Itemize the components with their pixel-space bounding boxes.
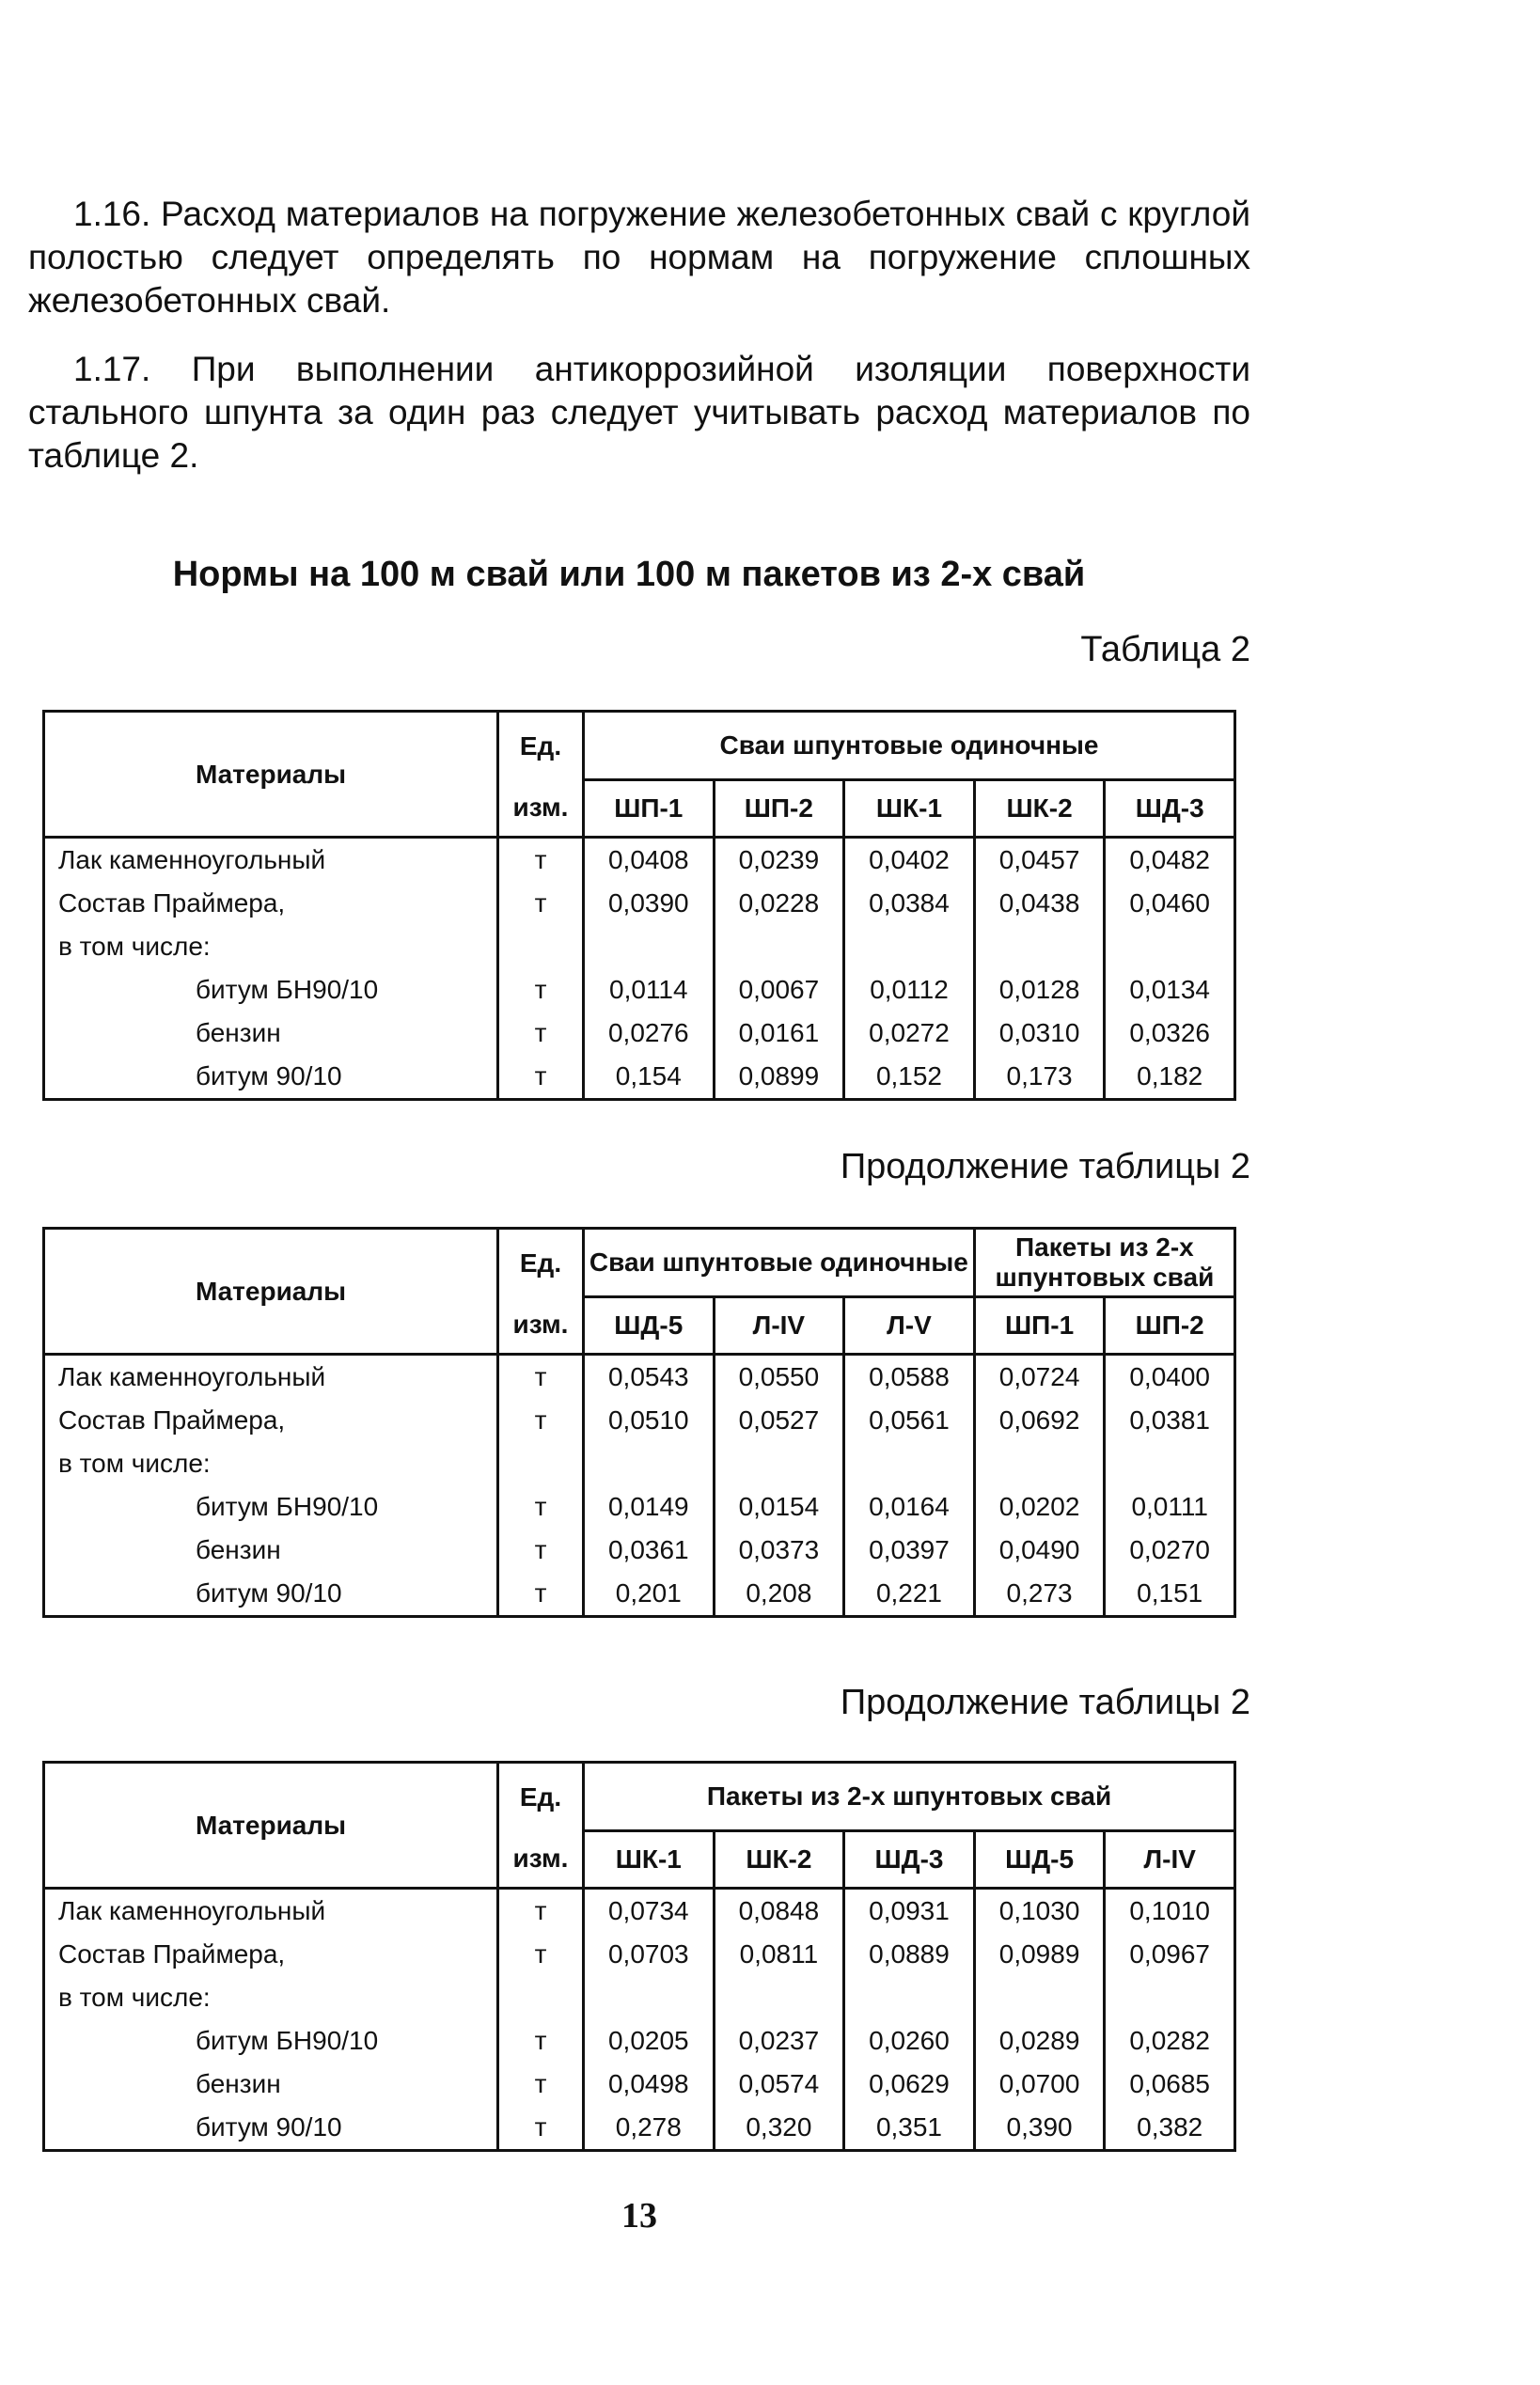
- table-row: [44, 2063, 1235, 2106]
- row-label: битум 90/10: [44, 2106, 498, 2151]
- header-group: Пакеты из 2-х шпунтовых свай: [974, 1229, 1234, 1297]
- value-cell: 0,273: [974, 1572, 1105, 1617]
- empty-cell: [844, 1976, 975, 2019]
- empty-cell: [974, 1442, 1105, 1485]
- row-label: битум БН90/10: [44, 2019, 498, 2063]
- header-unit-top: Ед.: [498, 712, 584, 780]
- header-group: Сваи шпунтовые одиночные: [584, 1229, 975, 1297]
- empty-cell: [584, 1976, 715, 2019]
- row-label: бензин: [44, 1012, 498, 1055]
- table-row: [44, 1485, 1235, 1529]
- header-unit-top: Ед.: [498, 1229, 584, 1297]
- row-label: битум БН90/10: [44, 968, 498, 1012]
- value-cell: 0,0202: [974, 1485, 1105, 1529]
- col-header: ШП-1: [974, 1297, 1105, 1355]
- row-label: Лак каменноугольный: [44, 838, 498, 883]
- value-cell: 0,152: [844, 1055, 975, 1100]
- unit-cell: т: [498, 968, 584, 1012]
- unit-cell: т: [498, 1485, 584, 1529]
- value-cell: 0,382: [1105, 2106, 1235, 2151]
- empty-cell: [844, 1442, 975, 1485]
- page-number: 13: [621, 2196, 657, 2236]
- row-label: битум 90/10: [44, 1055, 498, 1100]
- value-cell: 0,0282: [1105, 2019, 1235, 2063]
- value-cell: 0,0490: [974, 1529, 1105, 1572]
- value-cell: 0,0272: [844, 1012, 975, 1055]
- header-group: Пакеты из 2-х шпунтовых свай: [584, 1763, 1235, 1831]
- empty-cell: [1105, 1976, 1235, 2019]
- table-row: [44, 1976, 1235, 2019]
- row-label: Лак каменноугольный: [44, 1355, 498, 1400]
- empty-cell: [1105, 925, 1235, 968]
- paragraph-1-16: 1.16. Расход материалов на погружение железобетонных свай с круглой полостью следует определять по нормам на погружение сплошных железобетонных свай.: [28, 195, 1250, 320]
- value-cell: 0,0289: [974, 2019, 1105, 2063]
- paragraph-1-17: 1.17. При выполнении антикоррозийной изоляции поверхности стального шпунта за один раз следует учитывать расход материалов по таблице 2.: [28, 350, 1250, 475]
- value-cell: 0,0724: [974, 1355, 1105, 1400]
- unit-cell: т: [498, 1355, 584, 1400]
- value-cell: 0,0527: [714, 1399, 844, 1442]
- unit-cell: т: [498, 1572, 584, 1617]
- row-label: Состав Праймера,: [44, 1399, 498, 1442]
- value-cell: 0,320: [714, 2106, 844, 2151]
- value-cell: 0,0482: [1105, 838, 1235, 883]
- header-unit-bottom: изм.: [498, 1297, 584, 1355]
- value-cell: 0,0161: [714, 1012, 844, 1055]
- row-label: Состав Праймера,: [44, 882, 498, 925]
- row-label: бензин: [44, 2063, 498, 2106]
- value-cell: 0,0811: [714, 1933, 844, 1976]
- value-cell: 0,0510: [584, 1399, 715, 1442]
- value-cell: 0,0848: [714, 1889, 844, 1934]
- table-row: [44, 1442, 1235, 1485]
- value-cell: 0,151: [1105, 1572, 1235, 1617]
- unit-cell: т: [498, 1012, 584, 1055]
- table-row: [44, 882, 1235, 925]
- value-cell: 0,0400: [1105, 1355, 1235, 1400]
- col-header: Л-IV: [1105, 1831, 1235, 1889]
- empty-cell: [584, 925, 715, 968]
- table-row: [44, 2019, 1235, 2063]
- value-cell: 0,0237: [714, 2019, 844, 2063]
- table-row: [44, 1399, 1235, 1442]
- empty-cell: [714, 1976, 844, 2019]
- value-cell: 0,0112: [844, 968, 975, 1012]
- table-row: [44, 1889, 1235, 1934]
- value-cell: 0,0438: [974, 882, 1105, 925]
- value-cell: 0,0397: [844, 1529, 975, 1572]
- value-cell: 0,0361: [584, 1529, 715, 1572]
- norms-table-3: [42, 1761, 1236, 2152]
- row-label: бензин: [44, 1529, 498, 1572]
- unit-cell: т: [498, 2106, 584, 2151]
- value-cell: 0,0498: [584, 2063, 715, 2106]
- empty-cell: [584, 1442, 715, 1485]
- value-cell: 0,154: [584, 1055, 715, 1100]
- row-label: в том числе:: [44, 1976, 498, 2019]
- value-cell: 0,0164: [844, 1485, 975, 1529]
- unit-cell: т: [498, 882, 584, 925]
- table-label: Продолжение таблицы 2: [840, 1683, 1250, 1722]
- value-cell: 0,0734: [584, 1889, 715, 1934]
- empty-cell: [974, 1976, 1105, 2019]
- col-header: ШП-2: [1105, 1297, 1235, 1355]
- value-cell: 0,0899: [714, 1055, 844, 1100]
- row-label: битум 90/10: [44, 1572, 498, 1617]
- empty-cell: [974, 925, 1105, 968]
- value-cell: 0,0889: [844, 1933, 975, 1976]
- col-header: ШК-2: [714, 1831, 844, 1889]
- header-unit-top: Ед.: [498, 1763, 584, 1831]
- col-header: ШД-5: [584, 1297, 715, 1355]
- table-row: [44, 968, 1235, 1012]
- header-materials: Материалы: [44, 712, 498, 838]
- value-cell: 0,0154: [714, 1485, 844, 1529]
- section-title: Нормы на 100 м свай или 100 м пакетов из 2-х свай: [172, 555, 1086, 594]
- col-header: ШД-3: [844, 1831, 975, 1889]
- value-cell: 0,0067: [714, 968, 844, 1012]
- col-header: ШК-1: [844, 780, 975, 838]
- table-row: [44, 1933, 1235, 1976]
- value-cell: 0,0134: [1105, 968, 1235, 1012]
- value-cell: 0,208: [714, 1572, 844, 1617]
- value-cell: 0,0692: [974, 1399, 1105, 1442]
- table-label: Продолжение таблицы 2: [840, 1147, 1250, 1186]
- value-cell: 0,0114: [584, 968, 715, 1012]
- unit-cell: т: [498, 838, 584, 883]
- header-unit-bottom: изм.: [498, 780, 584, 838]
- value-cell: 0,0402: [844, 838, 975, 883]
- empty-cell: [498, 1442, 584, 1485]
- value-cell: 0,0384: [844, 882, 975, 925]
- empty-cell: [498, 925, 584, 968]
- table-row: [44, 838, 1235, 883]
- col-header: ШД-3: [1105, 780, 1235, 838]
- col-header: ШК-1: [584, 1831, 715, 1889]
- col-header: ШД-5: [974, 1831, 1105, 1889]
- unit-cell: т: [498, 1055, 584, 1100]
- value-cell: 0,1010: [1105, 1889, 1235, 1934]
- row-label: битум БН90/10: [44, 1485, 498, 1529]
- empty-cell: [714, 925, 844, 968]
- value-cell: 0,0128: [974, 968, 1105, 1012]
- value-cell: 0,182: [1105, 1055, 1235, 1100]
- value-cell: 0,0543: [584, 1355, 715, 1400]
- norms-table-2: [42, 1227, 1236, 1618]
- row-label: в том числе:: [44, 925, 498, 968]
- value-cell: 0,0685: [1105, 2063, 1235, 2106]
- value-cell: 0,0149: [584, 1485, 715, 1529]
- norms-table-1: [42, 710, 1236, 1101]
- col-header: ШП-2: [714, 780, 844, 838]
- value-cell: 0,351: [844, 2106, 975, 2151]
- value-cell: 0,0381: [1105, 1399, 1235, 1442]
- col-header: Л-IV: [714, 1297, 844, 1355]
- unit-cell: т: [498, 2019, 584, 2063]
- value-cell: 0,0629: [844, 2063, 975, 2106]
- empty-cell: [498, 1976, 584, 2019]
- value-cell: 0,173: [974, 1055, 1105, 1100]
- header-unit-bottom: изм.: [498, 1831, 584, 1889]
- value-cell: 0,0270: [1105, 1529, 1235, 1572]
- value-cell: 0,0373: [714, 1529, 844, 1572]
- value-cell: 0,390: [974, 2106, 1105, 2151]
- header-materials: Материалы: [44, 1763, 498, 1889]
- table-label: Таблица 2: [1080, 630, 1250, 669]
- empty-cell: [714, 1442, 844, 1485]
- row-label: в том числе:: [44, 1442, 498, 1485]
- table-row: [44, 1355, 1235, 1400]
- value-cell: 0,0561: [844, 1399, 975, 1442]
- unit-cell: т: [498, 1529, 584, 1572]
- value-cell: 0,0390: [584, 882, 715, 925]
- value-cell: 0,0228: [714, 882, 844, 925]
- value-cell: 0,0205: [584, 2019, 715, 2063]
- value-cell: 0,201: [584, 1572, 715, 1617]
- value-cell: 0,0408: [584, 838, 715, 883]
- value-cell: 0,1030: [974, 1889, 1105, 1934]
- value-cell: 0,0111: [1105, 1485, 1235, 1529]
- value-cell: 0,0700: [974, 2063, 1105, 2106]
- value-cell: 0,0703: [584, 1933, 715, 1976]
- row-label: Лак каменноугольный: [44, 1889, 498, 1934]
- table-row: [44, 1012, 1235, 1055]
- value-cell: 0,0276: [584, 1012, 715, 1055]
- row-label: Состав Праймера,: [44, 1933, 498, 1976]
- unit-cell: т: [498, 2063, 584, 2106]
- table-row: [44, 1055, 1235, 1100]
- value-cell: 0,0239: [714, 838, 844, 883]
- col-header: ШК-2: [974, 780, 1105, 838]
- empty-cell: [1105, 1442, 1235, 1485]
- unit-cell: т: [498, 1933, 584, 1976]
- value-cell: 0,278: [584, 2106, 715, 2151]
- col-header: Л-V: [844, 1297, 975, 1355]
- table-row: [44, 2106, 1235, 2151]
- value-cell: 0,0967: [1105, 1933, 1235, 1976]
- value-cell: 0,0550: [714, 1355, 844, 1400]
- value-cell: 0,0574: [714, 2063, 844, 2106]
- col-header: ШП-1: [584, 780, 715, 838]
- unit-cell: т: [498, 1399, 584, 1442]
- value-cell: 0,0588: [844, 1355, 975, 1400]
- value-cell: 0,0310: [974, 1012, 1105, 1055]
- table-row: [44, 1529, 1235, 1572]
- header-materials: Материалы: [44, 1229, 498, 1355]
- header-group: Сваи шпунтовые одиночные: [584, 712, 1235, 780]
- empty-cell: [844, 925, 975, 968]
- table-row: [44, 925, 1235, 968]
- value-cell: 0,0457: [974, 838, 1105, 883]
- value-cell: 0,0931: [844, 1889, 975, 1934]
- value-cell: 0,0989: [974, 1933, 1105, 1976]
- value-cell: 0,221: [844, 1572, 975, 1617]
- value-cell: 0,0460: [1105, 882, 1235, 925]
- value-cell: 0,0326: [1105, 1012, 1235, 1055]
- value-cell: 0,0260: [844, 2019, 975, 2063]
- table-row: [44, 1572, 1235, 1617]
- unit-cell: т: [498, 1889, 584, 1934]
